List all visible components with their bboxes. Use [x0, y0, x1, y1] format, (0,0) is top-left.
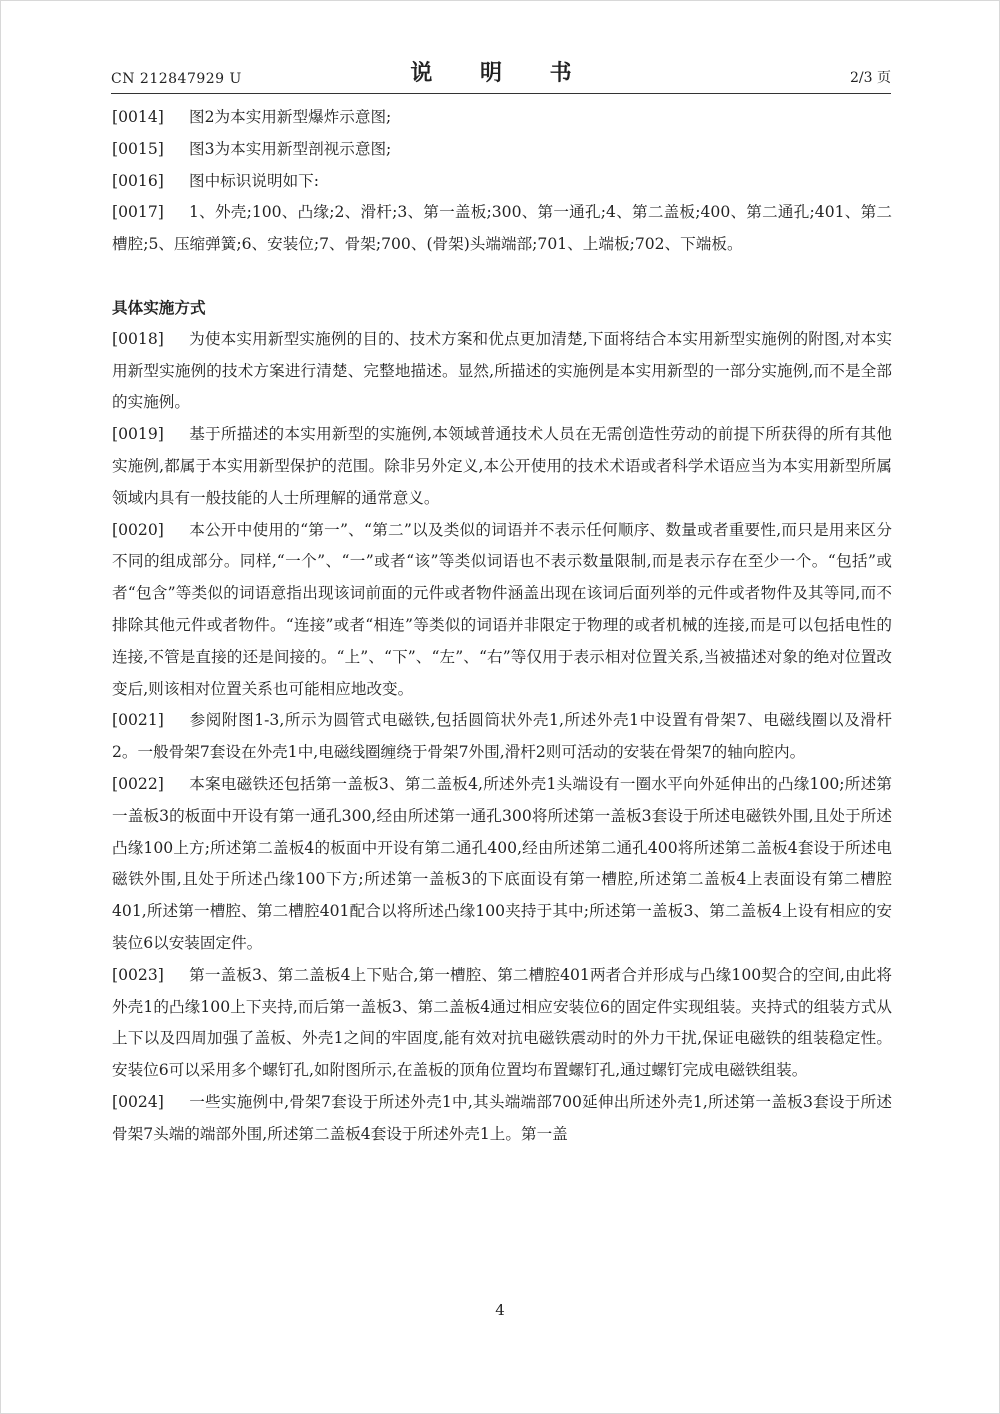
paragraph-0021 [112, 705, 892, 769]
section-heading: 具体实施方式 [112, 297, 206, 317]
paragraph-number: [0018] [112, 329, 164, 348]
document-body [112, 102, 892, 1151]
paragraph-number: [0022] [112, 774, 164, 793]
paragraph-text: 参阅附图1-3,所示为圆管式电磁铁,包括圆筒状外壳1,所述外壳1中设置有骨架7、电磁线圈以及滑杆2。一般骨架7套设在外壳1中,电磁线圈缠绕于骨架7外围,滑杆2则可活动的安装在骨架7的轴向腔内。 [112, 711, 892, 762]
paragraph-0018 [112, 324, 892, 419]
paragraph-number: [0017] [112, 203, 164, 222]
paragraph-number: [0023] [112, 965, 164, 984]
page-number: 4 [495, 1301, 505, 1319]
paragraph-text: 本公开中使用的“第一”、“第二”以及类似的词语并不表示任何顺序、数量或者重要性,而只是用来区分不同的组成部分。同样,“一个”、“一”或者“该”等类似词语也不表示数量限制,而是表示存在至少一个。“包括”或者“包含”等类似的词语意指出现该词前面的元件或者物件涵盖出现在该词后面列举的元件或者物件及其等同,而不排除其他元件或者物件。“连接”或者“相连”等类似的词语并非限定于物理的或者机械的连接,而是可以包括电性的连接,不管是直接的还是间接的。“上”、“下”、“左”、“右”等仅用于表示相对位置关系,当被描述对象的绝对位置改变后,则该相对位置关系也可能相应地改变。 [112, 520, 892, 698]
page-header [111, 59, 891, 94]
paragraph-number: [0021] [112, 711, 164, 730]
paragraph-0019 [112, 419, 892, 514]
paragraph-0020 [112, 515, 892, 706]
paragraph-0024 [112, 1087, 892, 1151]
paragraph-0014 [112, 102, 892, 134]
paragraph-text: 一些实施例中,骨架7套设于所述外壳1中,其头端端部700延伸出所述外壳1,所述第一盖板3套设于所述骨架7头端的端部外围,所述第二盖板4套设于所述外壳1上。第一盖 [112, 1092, 892, 1143]
page-info: 2/3 页 [850, 70, 891, 86]
paragraph-text: 为使本实用新型实施例的目的、技术方案和优点更加清楚,下面将结合本实用新型实施例的附图,对本实用新型实施例的技术方案进行清楚、完整地描述。显然,所描述的实施例是本实用新型的一部分实施例,而不是全部的实施例。 [112, 329, 892, 412]
paragraph-text: 图中标识说明如下: [189, 171, 320, 190]
paragraph-text: 图2为本实用新型爆炸示意图; [189, 108, 392, 126]
document-title: 说 明 书 [410, 60, 592, 86]
page-footer [1, 1301, 999, 1319]
paragraph-text: 图3为本实用新型剖视示意图; [189, 139, 392, 158]
paragraph-0023 [112, 960, 892, 1087]
paragraph-number: [0015] [112, 139, 164, 158]
paragraph-text: 第一盖板3、第二盖板4上下贴合,第一槽腔、第二槽腔401两者合并形成与凸缘100契合的空间,由此将外壳1的凸缘100上下夹持,而后第一盖板3、第二盖板4通过相应安装位6的固定件实现组装。夹持式的组装方式从上下以及四周加强了盖板、外壳1之间的牢固度,能有效对抗电磁铁震动时的外力干扰,保证电磁铁的组装稳定性。安装位6可以采用多个螺钉孔,如附图所示,在盖板的顶角位置均布置螺钉孔,通过螺钉完成电磁铁组装。 [112, 965, 892, 1080]
paragraph-text: 1、外壳;100、凸缘;2、滑杆;3、第一盖板;300、第一通孔;4、第二盖板;400、第二通孔;401、第二槽腔;5、压缩弹簧;6、安装位;7、骨架;700、(骨架)头端端部;701、上端板;702、下端板。 [112, 203, 892, 254]
paragraph-text: 基于所描述的本实用新型的实施例,本领域普通技术人员在无需创造性劳动的前提下所获得的所有其他实施例,都属于本实用新型保护的范围。除非另外定义,本公开使用的技术术语或者科学术语应当为本实用新型所属领域内具有一般技能的人士所理解的通常意义。 [112, 425, 892, 507]
paragraph-0016 [112, 166, 892, 198]
publication-number: CN 212847929 U [111, 71, 242, 87]
paragraph-0017 [112, 197, 892, 261]
paragraph-0015 [112, 134, 892, 166]
paragraph-text: 本案电磁铁还包括第一盖板3、第二盖板4,所述外壳1头端设有一圈水平向外延伸出的凸缘100;所述第一盖板3的板面中开设有第一通孔300,经由所述第一通孔300将所述第一盖板3套设于所述电磁铁外围,且处于所述凸缘100上方;所述第二盖板4的板面中开设有第二通孔400,经由所述第二通孔400将所述第二盖板4套设于所述电磁铁外围,且处于所述凸缘100下方;所述第一盖板3的下底面设有第一槽腔,所述第二盖板4上表面设有第二槽腔401,所述第一槽腔、第二槽腔401配合以将所述凸缘100夹持于其中;所述第一盖板3、第二盖板4上设有相应的安装位6以安装固定件。 [112, 774, 892, 952]
paragraph-number: [0016] [112, 171, 164, 190]
paragraph-number: [0024] [112, 1092, 164, 1111]
paragraph-number: [0019] [112, 425, 164, 444]
paragraph-number: [0020] [112, 520, 164, 539]
paragraph-number: [0014] [112, 108, 164, 126]
paragraph-0022 [112, 769, 892, 960]
